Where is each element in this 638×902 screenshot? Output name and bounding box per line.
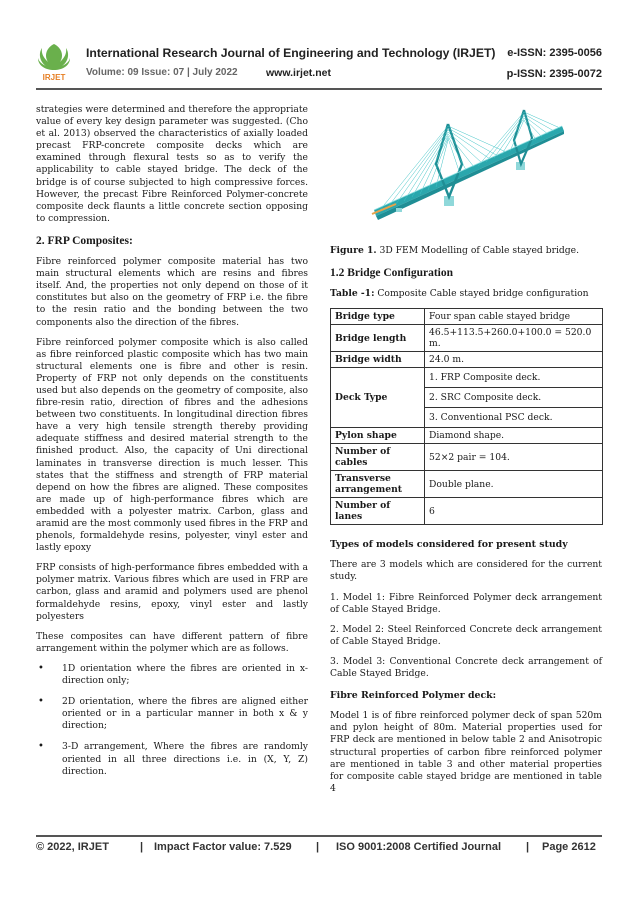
section-heading-bridge-configuration: 1.2 Bridge Configuration xyxy=(330,267,453,280)
journal-website[interactable]: www.irjet.net xyxy=(266,67,331,79)
table-row xyxy=(331,471,603,498)
svg-text:IRJET: IRJET xyxy=(42,73,66,82)
orientation-list xyxy=(36,663,308,778)
paragraph: FRP consists of high-performance fibres embedded with a polymer matrix. Various fibres which are used in FRP are carbon, glass and aramid and polymers used are phenol formaldehyde resins, epoxy, vinyl ester and lastly polyesters xyxy=(36,562,308,622)
impact-factor: Impact Factor value: 7.529 xyxy=(154,841,292,853)
footer-separator: | xyxy=(526,841,530,853)
subheading-models: Types of models considered for present study xyxy=(330,539,568,551)
paragraph: Fibre reinforced polymer composite material has two main structural elements which are resins and fibres itself. And, the properties not only depend on those of it constitutes but also on the geometry of FRP i.e. the fibre to the resin ratio and the bonding between the two components also the direction of the fibres. xyxy=(36,256,308,328)
table-cell-value: Double plane. xyxy=(425,471,603,498)
table-row xyxy=(331,498,603,525)
figure-caption: Figure 1. 3D FEM Modelling of Cable stayed bridge. xyxy=(330,245,580,256)
table-cell-value: 52×2 pair = 104. xyxy=(425,444,603,471)
table-cell-value: 24.0 m. xyxy=(425,352,603,368)
table-cell-value: 1. FRP Composite deck. xyxy=(425,368,603,388)
table-caption: Table -1: Composite Cable stayed bridge configuration xyxy=(330,288,589,300)
table-cell-key: Transverse arrangement xyxy=(331,471,425,498)
table-cell-key: Bridge width xyxy=(331,352,425,368)
table-cell-key: Deck Type xyxy=(331,368,425,428)
footer-rule xyxy=(36,835,602,837)
model-item: 3. Model 3: Conventional Concrete deck arrangement of Cable Stayed Bridge. xyxy=(330,655,602,680)
iso-certification: ISO 9001:2008 Certified Journal xyxy=(336,841,502,853)
left-column xyxy=(36,104,308,787)
list-item: • 1D orientation where the fibres are oriented in x-direction only; xyxy=(36,663,308,687)
p-issn: p-ISSN: 2395-0072 xyxy=(506,68,602,80)
table-cell-value: Diamond shape. xyxy=(425,428,603,444)
table-cell-key: Number of lanes xyxy=(331,498,425,525)
table-row xyxy=(331,325,603,352)
copyright: © 2022, IRJET xyxy=(36,841,109,853)
table-cell-key: Bridge type xyxy=(331,309,425,325)
table-row xyxy=(331,352,603,368)
table-row xyxy=(331,368,603,388)
page-header xyxy=(36,42,602,84)
header-rule xyxy=(36,88,602,90)
irjet-logo xyxy=(36,42,72,82)
table-cell-value: 46.5+113.5+260.0+100.0 = 520.0 m. xyxy=(425,325,603,352)
table-cell-key: Number of cables xyxy=(331,444,425,471)
cable-stayed-bridge-image xyxy=(366,104,566,234)
e-issn: e-ISSN: 2395-0056 xyxy=(507,47,602,59)
paragraph: There are 3 models which are considered for the current study. xyxy=(330,559,602,583)
bridge-figure xyxy=(366,104,566,234)
journal-title: International Research Journal of Engineering and Technology (IRJET) xyxy=(86,46,496,60)
model-item: 1. Model 1: Fibre Reinforced Polymer deck arrangement of Cable Stayed Bridge. xyxy=(330,591,602,615)
table-cell-key: Bridge length xyxy=(331,325,425,352)
page-number: Page 2612 xyxy=(542,841,596,853)
right-column xyxy=(330,104,602,803)
bridge-configuration-table xyxy=(330,308,603,525)
paragraph: strategies were determined and therefore the appropriate value of every key design parameter was suggested. (Cho et al. 2013) observed the characteristics of axially loaded precast FRP-concrete composite decks which are examined through flexural tests so as to verify the applicability to cable stayed bridge. The deck of the bridge is of course subjected to high compressive forces. However, the precast Fibre Reinforced Polymer-concrete composite deck flaunts a little concrete section opposing to compression. xyxy=(36,104,308,224)
paragraph: Fibre reinforced polymer composite which is also called as fibre reinforced plastic composite which has two main structural elements one is fibre and other is resin. Property of FRP not only depends on the constituents used but also depends on the geometry of composite, also fibre-resin ratio, direction of fibres and the adhesions between two constituents. In longitudinal direction fibres have a very high tensile strength thereby providing adequate stiffness and desired material strength to the finished product. Also, the capacity of Uni directional laminates in transverse direction is much lesser. This states that the stiffness and strength of FRP material depend on how the fibres are aligned. These composites are made up of high-performance fibres which are embedded with a polyester matrix. Carbon, glass and aramid are the most commonly used fibres in the FRP and phenols, formaldehyde resins, polyester, vinyl ester and lastly epoxy xyxy=(36,336,308,554)
paragraph: Model 1 is of fibre reinforced polymer deck of span 520m and pylon height of 80m. Material properties used for FRP deck are mentioned in below table 2 and Anisotropic structural properties of carbon fibre reinforced polymer are mentioned in table 3 and other material properties for composite cable stayed bridge are mentioned in table 4 xyxy=(330,710,602,794)
footer-separator: | xyxy=(316,841,320,853)
volume-issue: Volume: 09 Issue: 07 | July 2022 xyxy=(86,67,238,78)
table-cell-value: Four span cable stayed bridge xyxy=(425,309,603,325)
paragraph: These composites can have different pattern of fibre arrangement within the polymer which are as follows. xyxy=(36,630,308,654)
table-row xyxy=(331,428,603,444)
list-item: • 3-D arrangement, Where the fibres are randomly oriented in all three directions i.e. in (X, Y, Z) direction. xyxy=(36,741,308,777)
table-row xyxy=(331,444,603,471)
table-cell-value: 6 xyxy=(425,498,603,525)
table-row xyxy=(331,309,603,325)
section-heading-frp-composites: 2. FRP Composites: xyxy=(36,234,133,247)
model-item: 2. Model 2: Steel Reinforced Concrete deck arrangement of Cable Stayed Bridge. xyxy=(330,623,602,647)
table-cell-key: Pylon shape xyxy=(331,428,425,444)
table-cell-value: 3. Conventional PSC deck. xyxy=(425,408,603,428)
footer-separator: | xyxy=(140,841,144,853)
list-item: • 2D orientation, where the fibres are aligned either oriented or in a particular manner in both x & y direction; xyxy=(36,696,308,732)
table-cell-value: 2. SRC Composite deck. xyxy=(425,388,603,408)
subheading-frp-deck: Fibre Reinforced Polymer deck: xyxy=(330,690,497,702)
